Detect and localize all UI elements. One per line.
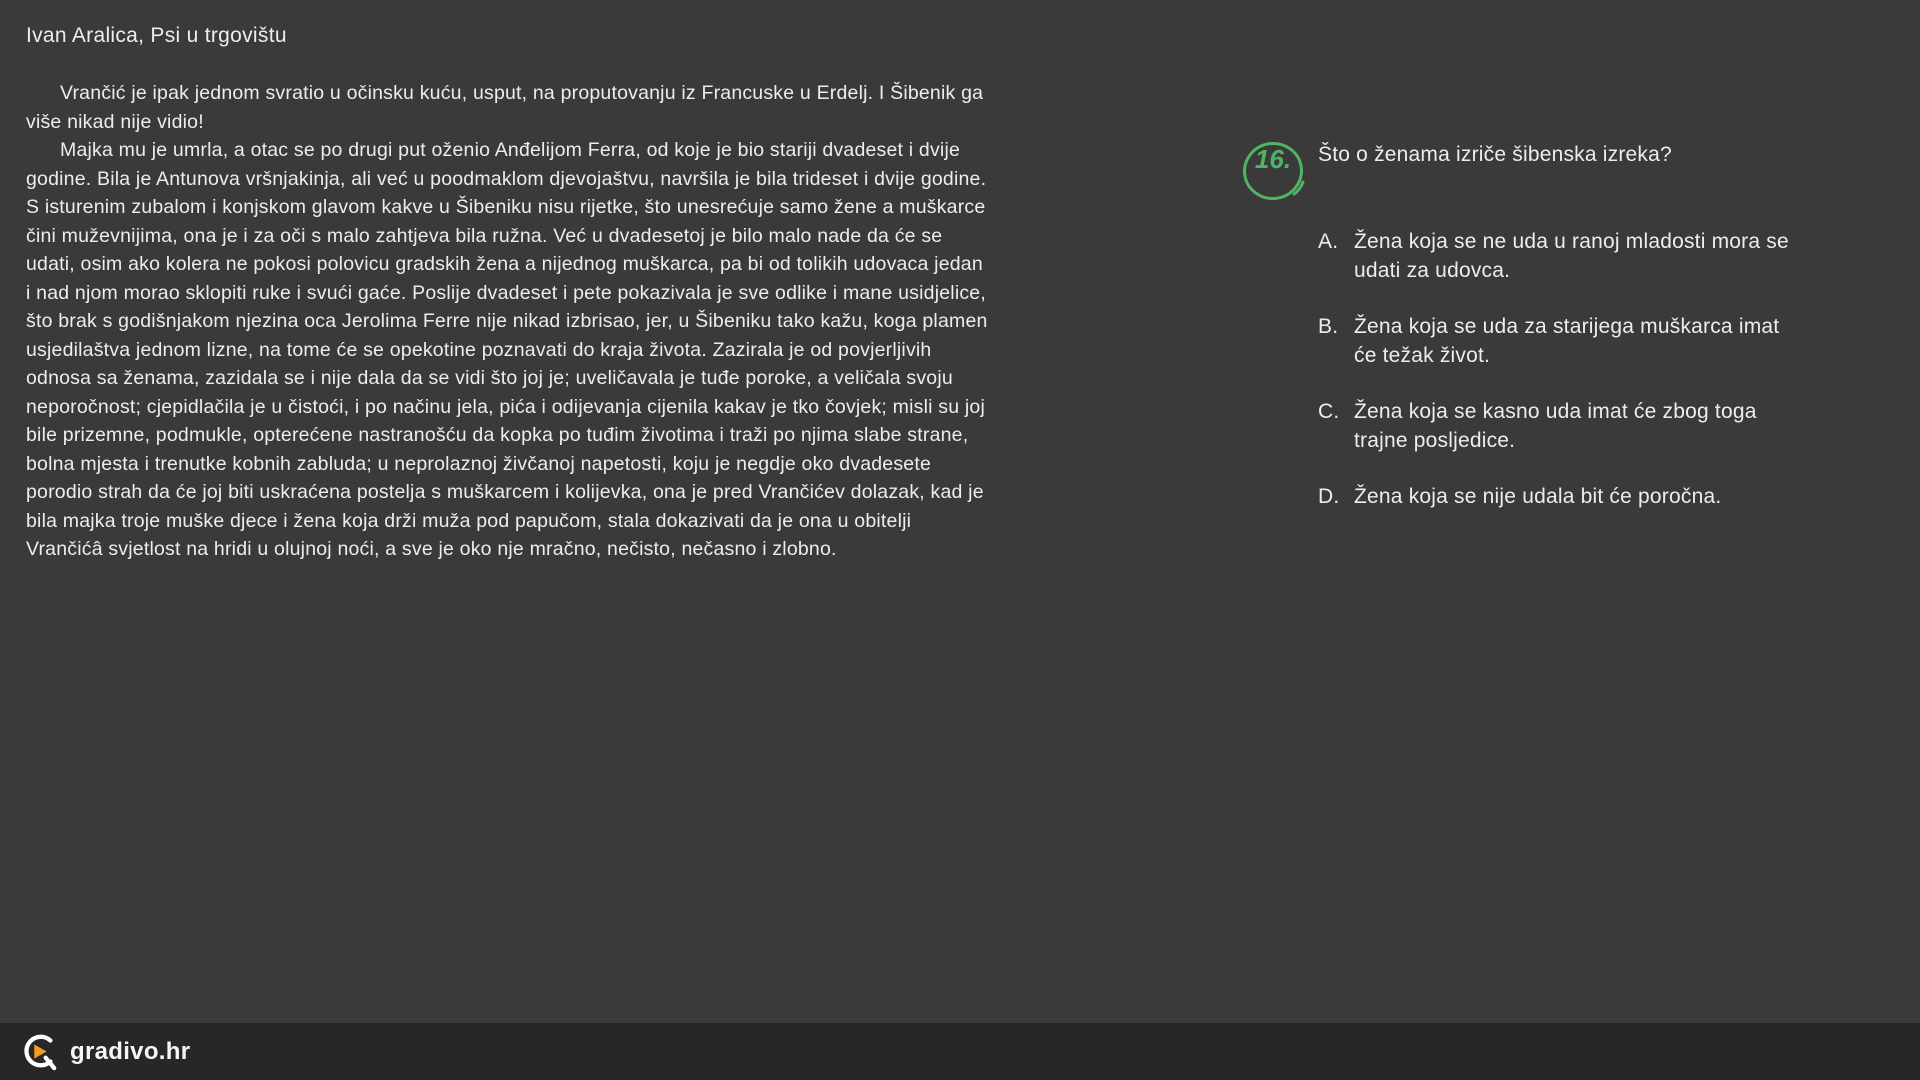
answer-option-b[interactable] bbox=[1318, 312, 1798, 370]
answer-option-d[interactable] bbox=[1318, 482, 1798, 511]
passage-title: Ivan Aralica, Psi u trgovištu bbox=[26, 24, 287, 47]
question-number-badge bbox=[1242, 138, 1312, 212]
question-block bbox=[1318, 140, 1798, 538]
option-text: Žena koja se kasno uda imat će zbog toga trajne posljedice. bbox=[1354, 400, 1757, 452]
option-letter: C. bbox=[1318, 400, 1340, 423]
answer-option-a[interactable] bbox=[1318, 227, 1798, 285]
option-text: Žena koja se ne uda u ranoj mladosti mora se udati za udovca. bbox=[1354, 230, 1789, 282]
passage-paragraph: Vrančić je ipak jednom svratio u očinsku kuću, usput, na proputovanju iz Francuske u Erdelj. I Šibenik ga više nikad nije vidio! bbox=[26, 82, 984, 133]
footer-bar bbox=[0, 1023, 1920, 1080]
option-letter: B. bbox=[1318, 315, 1339, 338]
option-text: Žena koja se uda za starijega muškarca imat će težak život. bbox=[1354, 315, 1780, 367]
passage-paragraph: Majka mu je umrla, a otac se po drugi put oženio Anđelijom Ferra, od koje je bio stariji dvadeset i dvije godine. Bila je Antunova vršnjakinja, ali već u poodmaklom djevojaštvu, navršila je bila trideset i dvije godine. S isturenim zubalom i konjskom glavom kakve u Šibeniku nisu rijetke, što unesrećuje samo žene a muškarce čini muževnijima, ona je i za oči s malo zahtjeva bila ružna. Već u dvadesetoj je bilo malo nade da će se udati, osim ako kolera ne pokosi polovicu gradskih žena a nijednog muškarca, pa bi od tolikih udovaca jedan i nad njom morao sklopiti ruke i svući gaće. Poslije dvadeset i pete pokazivala je sve odlike i mane usidjelice, što brak s godišnjakom njezina oca Jerolima Ferre nije nikad izbrisao, jer, u Šibeniku tako kažu, koga plamen usjedilaštva jednom lizne, na tome će se opekotine poznavati do kraja života. Zazirala je od povjerljivih odnosa sa ženama, zazidala se i nije dala da se vidi što joj je; uveličavala je tuđe poroke, a veličala svoju neporočnost; cjepidlačila je u čistoći, i po načinu jela, pića i odijevanja cijenila kakav je tko čovjek; misli su joj bile prizemne, podmukle, opterećene nastranošću da kopka po tuđim životima i traži po njima slabe strane, bolna mjesta i trenutke kobnih zabluda; u neprolaznoj živčanoj napetosti, koju je negdje oko dvadesete porodio strah da će joj biti uskraćena postelja s muškarcem i kolijevka, ona je pred Vrančićev dolazak, kad je bila majka troje muške djece i žena koja drži muža pod papučom, stala dokazivati da je ona u obitelji Vrančićâ svjetlost na hridi u olujnoj noći, a sve je oko nje mračno, nečisto, nečasno i zlobno. bbox=[26, 139, 988, 560]
answer-option-c[interactable] bbox=[1318, 397, 1798, 455]
gradivo-logo-icon bbox=[20, 1032, 58, 1072]
reading-passage bbox=[26, 22, 991, 564]
option-letter: D. bbox=[1318, 485, 1340, 508]
brand-name: gradivo.hr bbox=[70, 1037, 191, 1065]
gradivo-logo[interactable] bbox=[20, 1032, 190, 1072]
question-text: Što o ženama izriče šibenska izreka? bbox=[1318, 143, 1672, 166]
option-letter: A. bbox=[1318, 230, 1339, 253]
option-text: Žena koja se nije udala bit će poročna. bbox=[1354, 485, 1722, 508]
question-number: 16. bbox=[1254, 144, 1292, 174]
